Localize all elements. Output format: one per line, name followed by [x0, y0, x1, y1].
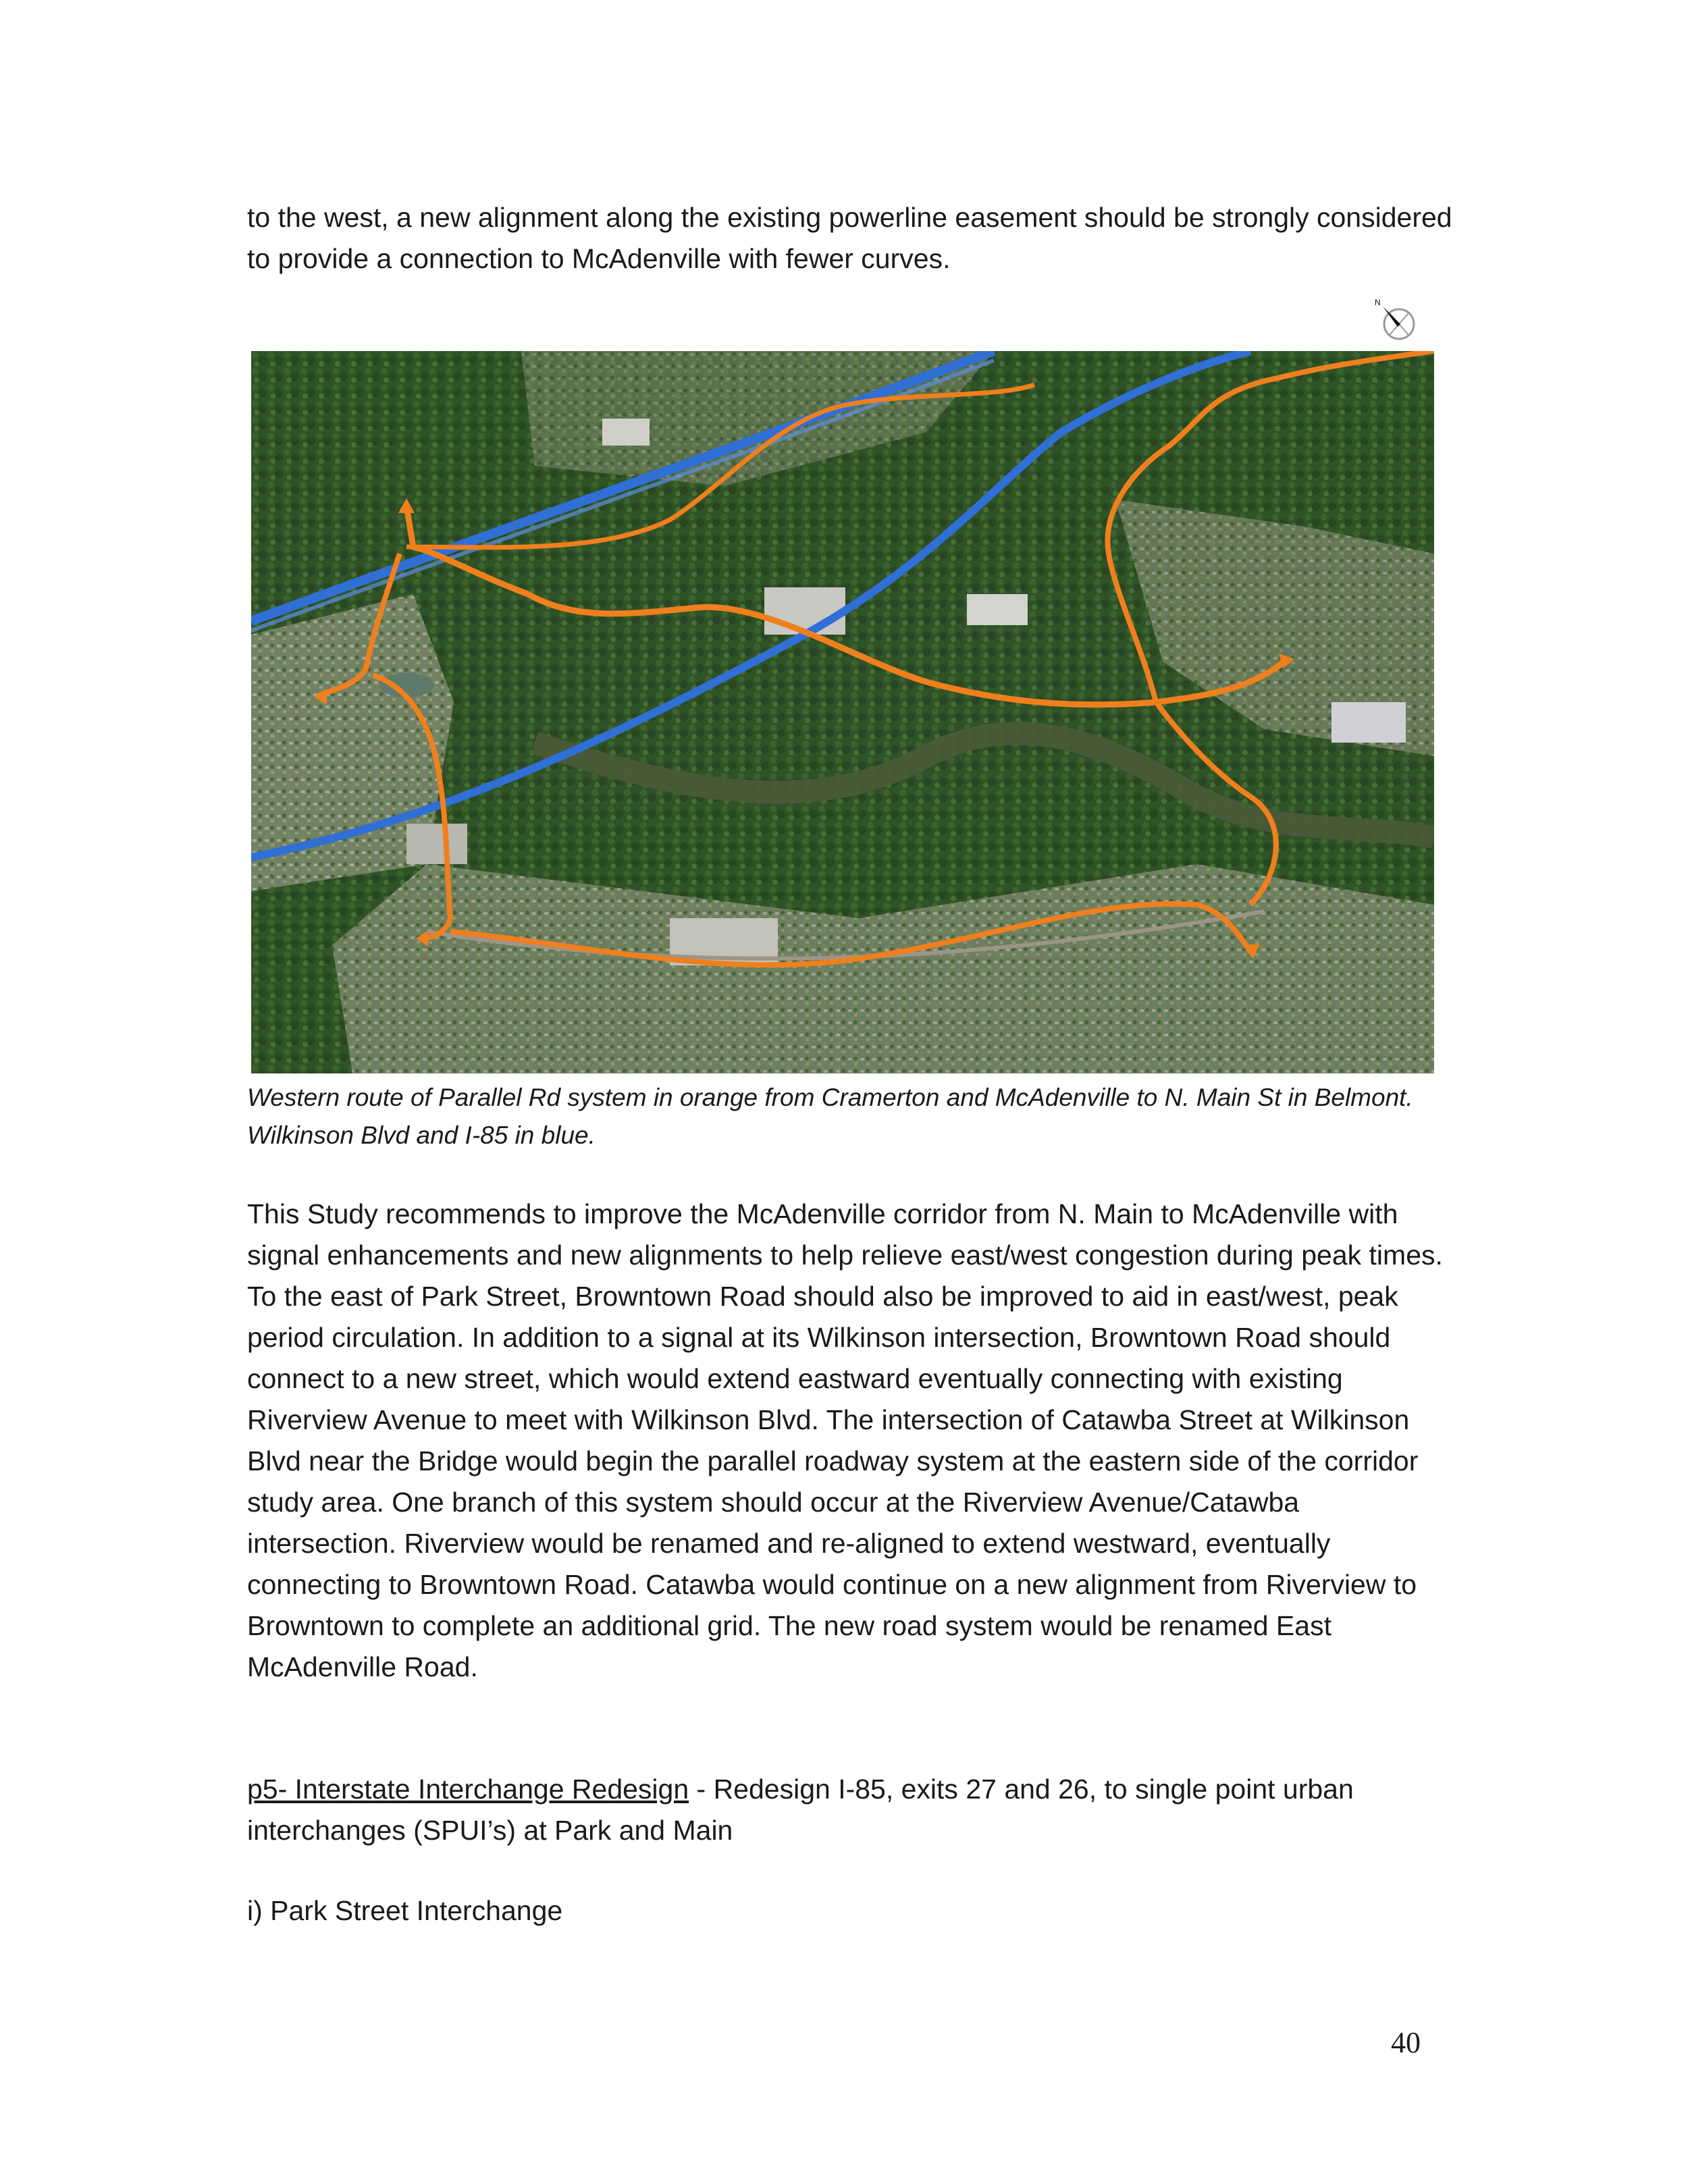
- p5-heading: p5- Interstate Interchange Redesign: [247, 1774, 689, 1805]
- building: [967, 594, 1028, 625]
- p5-paragraph: [247, 1769, 1456, 1851]
- building: [406, 824, 467, 864]
- compass-label: N: [1375, 298, 1381, 307]
- intro-paragraph: to the west, a new alignment along the existing powerline easement should be strongly considered to provide a connection to McAdenville with fewer curves.: [247, 202, 1452, 274]
- body-paragraph: This Study recommends to improve the McAdenville corridor from N. Main to McAdenville with signal enhancements and new alignments to help relieve east/west congestion during peak times. To the east of Park Street, Browntown Road should also be improved to aid in east/west, peak period circulation. In addition to a signal at its Wilkinson intersection, Browntown Road should connect to a new street, which would extend eastward eventually connecting with existing Riverview Avenue to meet with Wilkinson Blvd. The intersection of Catawba Street at Wilkinson Blvd near the Bridge would begin the parallel roadway system at the eastern side of the corridor study area. One branch of this system should occur at the Riverview Avenue/Catawba intersection. Riverview would be renamed and re-aligned to extend westward, eventually connecting to Browntown Road. Catawba would continue on a new alignment from Riverview to Browntown to complete an additional grid. The new road system would be renamed East McAdenville Road.: [247, 1198, 1443, 1682]
- building: [1331, 702, 1406, 743]
- building: [602, 419, 650, 446]
- page-number: 40: [1391, 2026, 1421, 2059]
- p5-text: - Redesign I-85, exits 27 and 26, to single point urban interchanges (SPUI’s) at Park and Main: [247, 1774, 1354, 1846]
- park-street-subheading: i) Park Street Interchange: [247, 1895, 563, 1926]
- north-arrow-icon: [1371, 297, 1419, 346]
- building: [764, 587, 845, 635]
- aerial-map: [251, 351, 1434, 1073]
- figure-caption: Western route of Parallel Rd system in orange from Cramerton and McAdenville to N. Main St in Belmont. Wilkinson Blvd and I-85 in blue.: [247, 1084, 1413, 1149]
